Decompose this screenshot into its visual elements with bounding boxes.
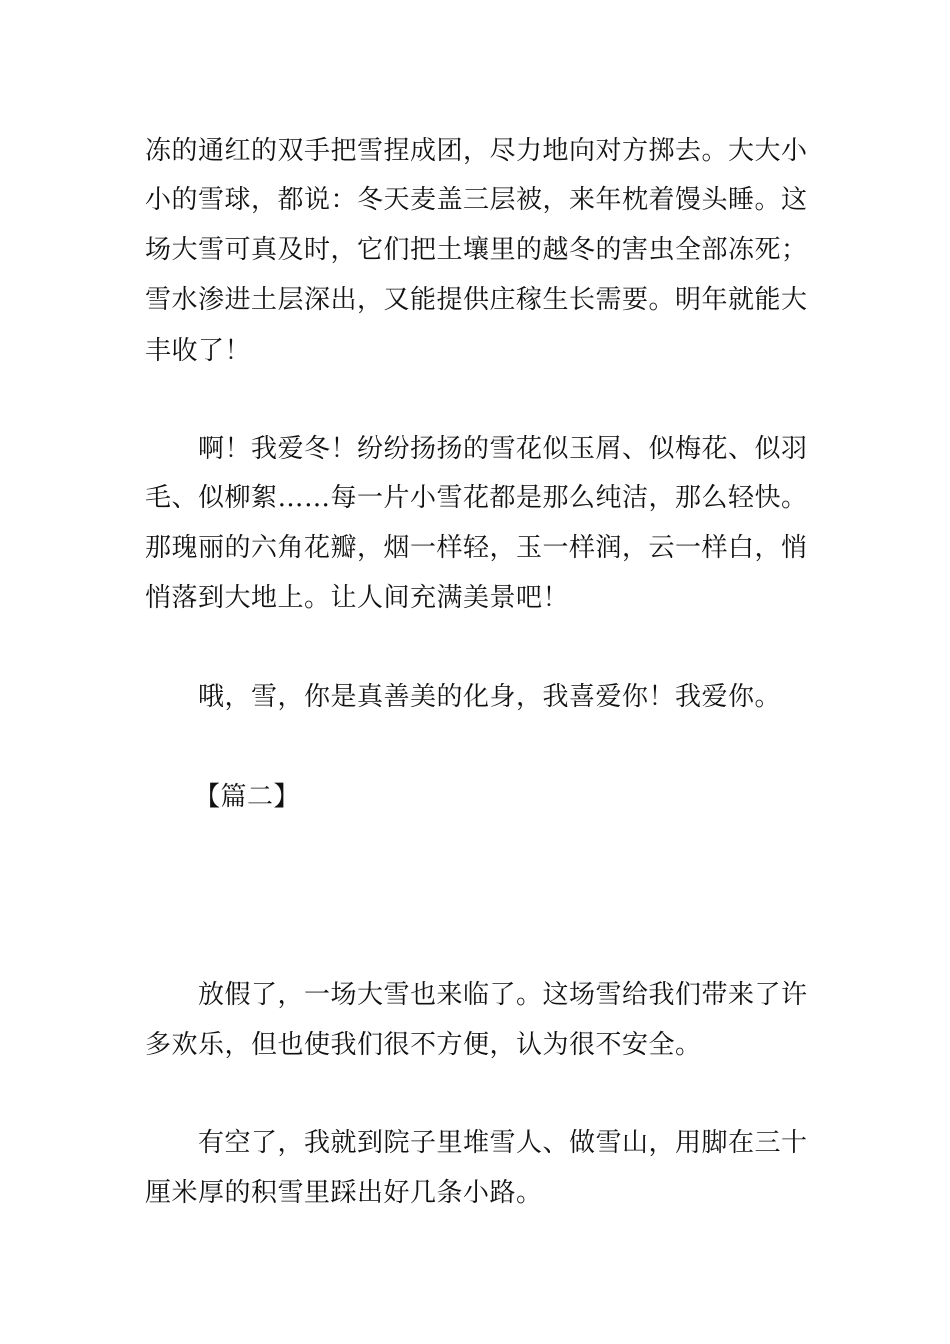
paragraph-line: 厘米厚的积雪里踩出好几条小路。 <box>145 1178 543 1208</box>
paragraph-line: 丰收了！ <box>145 336 252 366</box>
paragraph-line: 多欢乐，但也使我们很不方便，认为很不安全。 <box>145 1030 702 1060</box>
paragraph-line: 雪水渗进土层深出，又能提供庄稼生长需要。明年就能大 <box>145 285 808 315</box>
paragraph-line: 啊！我爱冬！纷纷扬扬的雪花似玉屑、似梅花、似羽 <box>198 434 808 464</box>
section-heading: 【篇二】 <box>194 782 301 812</box>
paragraph-line: 场大雪可真及时，它们把土壤里的越冬的害虫全部冻死； <box>145 235 808 265</box>
paragraph-line: 悄落到大地上。让人间充满美景吧！ <box>145 583 570 613</box>
paragraph-line: 放假了，一场大雪也来临了。这场雪给我们带来了许 <box>198 980 808 1010</box>
paragraph-line: 有空了，我就到院子里堆雪人、做雪山，用脚在三十 <box>198 1128 808 1158</box>
paragraph-line: 小的雪球，都说：冬天麦盖三层被，来年枕着馒头睡。这 <box>145 185 808 215</box>
paragraph-line: 哦，雪，你是真善美的化身，我喜爱你！我爱你。 <box>198 682 782 712</box>
paragraph-line: 那瑰丽的六角花瓣，烟一样轻，玉一样润，云一样白，悄 <box>145 533 808 563</box>
paragraph-line: 冻的通红的双手把雪捏成团，尽力地向对方掷去。大大小 <box>145 136 808 166</box>
paragraph-line: 毛、似柳絮……每一片小雪花都是那么纯洁，那么轻快。 <box>145 483 808 513</box>
